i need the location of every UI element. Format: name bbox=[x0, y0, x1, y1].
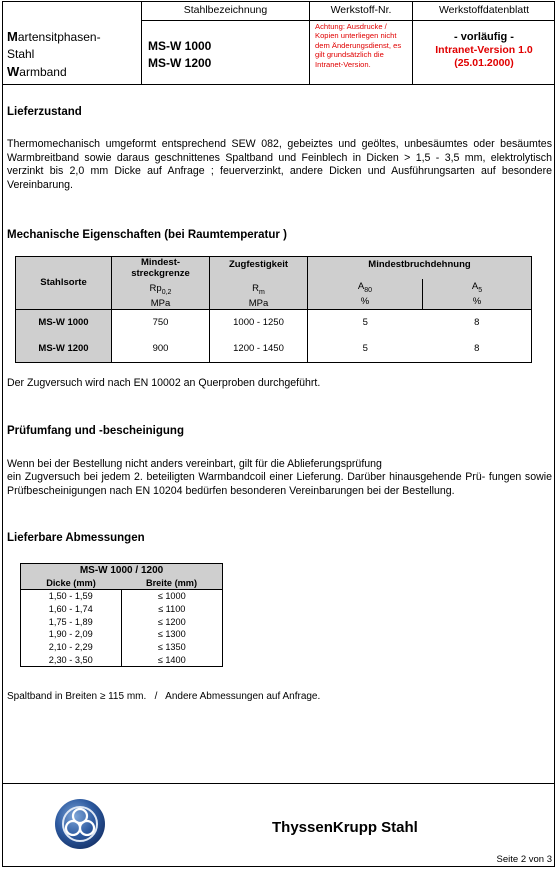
dim-col-thickness: Dicke (mm) bbox=[21, 576, 122, 590]
mech-row-2-yield: 900 bbox=[112, 336, 210, 363]
dim-title-row bbox=[21, 564, 223, 577]
intranet-version: Intranet-Version 1.0 bbox=[435, 44, 533, 56]
dim-row-1-width: ≤ 1000 bbox=[157, 591, 186, 602]
mech-header-row-1 bbox=[16, 257, 532, 280]
a80-symbol-sub: 80 bbox=[364, 286, 373, 294]
thyssenkrupp-logo-icon bbox=[54, 798, 106, 850]
mech-row-2-a80: 5 bbox=[308, 336, 423, 363]
dim-row-5-width: ≤ 1350 bbox=[157, 642, 186, 653]
dim-col-width: Breite (mm) bbox=[121, 576, 223, 590]
dim-row-5-thickness: 2,10 - 2,29 bbox=[21, 641, 122, 654]
tensile-label: Zugfestigkeit bbox=[228, 259, 289, 270]
col-grade: Stahlsorte bbox=[16, 257, 112, 310]
document-footer bbox=[2, 783, 555, 867]
tensile-symbol-sub: m bbox=[259, 288, 265, 296]
preliminary-label: - vorläufig - bbox=[454, 31, 514, 43]
dimensions-table bbox=[20, 563, 223, 667]
dim-row-4-thickness: 1,90 - 2,09 bbox=[21, 628, 122, 641]
version-info bbox=[413, 31, 555, 70]
a80-symbol-text: A bbox=[357, 281, 365, 292]
testing-line-1: Wenn bei der Bestellung nicht anders vereinbart, gilt für die Ablieferungsprüfung bbox=[7, 458, 382, 470]
tensile-test-note: Der Zugversuch wird nach EN 10002 an Querproben durchgeführt. bbox=[7, 377, 321, 389]
dim-row-1-thickness: 1,50 - 1,59 bbox=[21, 590, 122, 603]
col-tensile bbox=[210, 257, 308, 310]
dim-row-6 bbox=[21, 653, 223, 666]
designation-cell bbox=[142, 1, 310, 84]
mech-row-1-tensile: 1000 - 1250 bbox=[210, 309, 308, 336]
a5-symbol-text: A bbox=[471, 281, 479, 292]
mech-row-1-yield: 750 bbox=[112, 309, 210, 336]
tensile-unit: MPa bbox=[248, 297, 269, 309]
steel-name-line-2: Stahl bbox=[7, 47, 35, 61]
dim-row-6-width: ≤ 1400 bbox=[157, 654, 186, 665]
dim-row-5 bbox=[21, 641, 223, 654]
datasheet-caption: Werkstoffdatenblatt bbox=[413, 1, 555, 21]
yield-line-1: Mindest- bbox=[140, 257, 181, 268]
page-number: Seite 2 von 3 bbox=[496, 854, 552, 865]
steel-name-line-1-rest: artensitphasen- bbox=[17, 30, 101, 44]
col-elongation: Mindestbruchdehnung bbox=[308, 257, 532, 280]
grade-list bbox=[148, 38, 211, 72]
col-a5 bbox=[423, 279, 532, 309]
material-number-caption: Werkstoff-Nr. bbox=[310, 1, 412, 21]
dim-row-1 bbox=[21, 590, 223, 603]
mech-row-1 bbox=[16, 309, 532, 336]
dim-row-3 bbox=[21, 615, 223, 628]
yield-symbol-text: Rp bbox=[149, 283, 162, 294]
a5-symbol bbox=[423, 281, 531, 296]
grade-2: MS-W 1200 bbox=[148, 56, 212, 70]
dim-row-4 bbox=[21, 628, 223, 641]
mech-row-1-grade: MS-W 1000 bbox=[16, 309, 112, 336]
copy-warning: Achtung: Ausdrucke / Kopien unterliegen nicht dem Änderungsdienst, es gilt grundsätzlich die Intranet-Version. bbox=[315, 22, 402, 69]
tensile-symbol bbox=[210, 283, 307, 298]
dimensions-note: Spaltband in Breiten ≥ 115 mm. / Andere Abmessungen auf Anfrage. bbox=[7, 691, 321, 702]
tensile-symbol-text: R bbox=[252, 283, 260, 294]
mech-row-2-tensile: 1200 - 1450 bbox=[210, 336, 308, 363]
dimensions-heading: Lieferbare Abmessungen bbox=[7, 532, 145, 544]
steel-name-cell bbox=[2, 1, 142, 84]
version-date: (25.01.2000) bbox=[454, 57, 514, 69]
grade-1: MS-W 1000 bbox=[148, 39, 212, 53]
yield-unit: MPa bbox=[150, 297, 171, 309]
dim-row-6-thickness: 2,30 - 3,50 bbox=[21, 653, 122, 666]
dim-row-2-thickness: 1,60 - 1,74 bbox=[21, 603, 122, 616]
mech-row-2-grade: MS-W 1200 bbox=[16, 336, 112, 363]
col-yield bbox=[112, 257, 210, 310]
dim-row-4-width: ≤ 1300 bbox=[157, 629, 186, 640]
testing-text: ein Zugversuch bei jedem 2. beteiligten Warmbandcoil einer Lieferung. Darüber hinausgehende Prü- fungen sowie Prüfbescheinigungen nach EN 10204 bedürfen besonderen Vereinbarungen bei der Bestellung. bbox=[7, 471, 552, 497]
delivery-heading: Lieferzustand bbox=[7, 106, 82, 118]
dim-row-2-width: ≤ 1100 bbox=[158, 604, 186, 615]
yield-symbol-sub: 0,2 bbox=[161, 288, 172, 296]
testing-heading: Prüfumfang und -bescheinigung bbox=[7, 425, 184, 437]
a80-unit: % bbox=[360, 295, 370, 307]
mechanical-properties-table bbox=[15, 256, 532, 363]
dim-table-title: MS-W 1000 / 1200 bbox=[79, 564, 164, 576]
a5-unit: % bbox=[472, 295, 482, 307]
yield-symbol bbox=[112, 283, 209, 298]
document-header bbox=[2, 1, 555, 85]
dim-row-3-width: ≤ 1200 bbox=[157, 616, 186, 627]
mech-row-1-a80: 5 bbox=[308, 309, 423, 336]
dim-row-2 bbox=[21, 603, 223, 616]
designation-caption: Stahlbezeichnung bbox=[142, 1, 309, 21]
dim-header-row bbox=[21, 576, 223, 590]
mech-row-2-a5: 8 bbox=[423, 336, 532, 363]
col-a80 bbox=[308, 279, 423, 309]
steel-name-line-3: Warmband bbox=[7, 64, 67, 79]
yield-line-2: streckgrenze bbox=[131, 268, 190, 279]
steel-name bbox=[7, 28, 101, 81]
company-name: ThyssenKrupp Stahl bbox=[272, 819, 418, 836]
steel-name-line-1: Martensitphasen- bbox=[7, 29, 101, 44]
mech-row-2 bbox=[16, 336, 532, 363]
mech-row-1-a5: 8 bbox=[423, 309, 532, 336]
delivery-text: Thermomechanisch umgeformt entsprechend SEW 082, gebeiztes und geöltes, unbesäumtes oder besäumtes Warmbreitband sowie daraus geschnittenes Spaltband und Feinblech in Dicken > 1,5 - 3,5 mm, elektrolytisch verzinkt bis 2,0 mm Dicke auf Anfrage ; feuerverzinkt, andere Dicken und Ausführungsarten auf besondere Vereinbarung. bbox=[7, 138, 552, 191]
datasheet-cell bbox=[413, 1, 555, 84]
dim-row-3-thickness: 1,75 - 1,89 bbox=[21, 615, 122, 628]
mechanical-heading: Mechanische Eigenschaften (bei Raumtemperatur ) bbox=[7, 229, 287, 241]
material-number-cell bbox=[310, 1, 413, 84]
steel-name-line-3-rest: armband bbox=[19, 65, 67, 79]
a5-symbol-sub: 5 bbox=[478, 286, 483, 294]
a80-symbol bbox=[308, 281, 422, 296]
